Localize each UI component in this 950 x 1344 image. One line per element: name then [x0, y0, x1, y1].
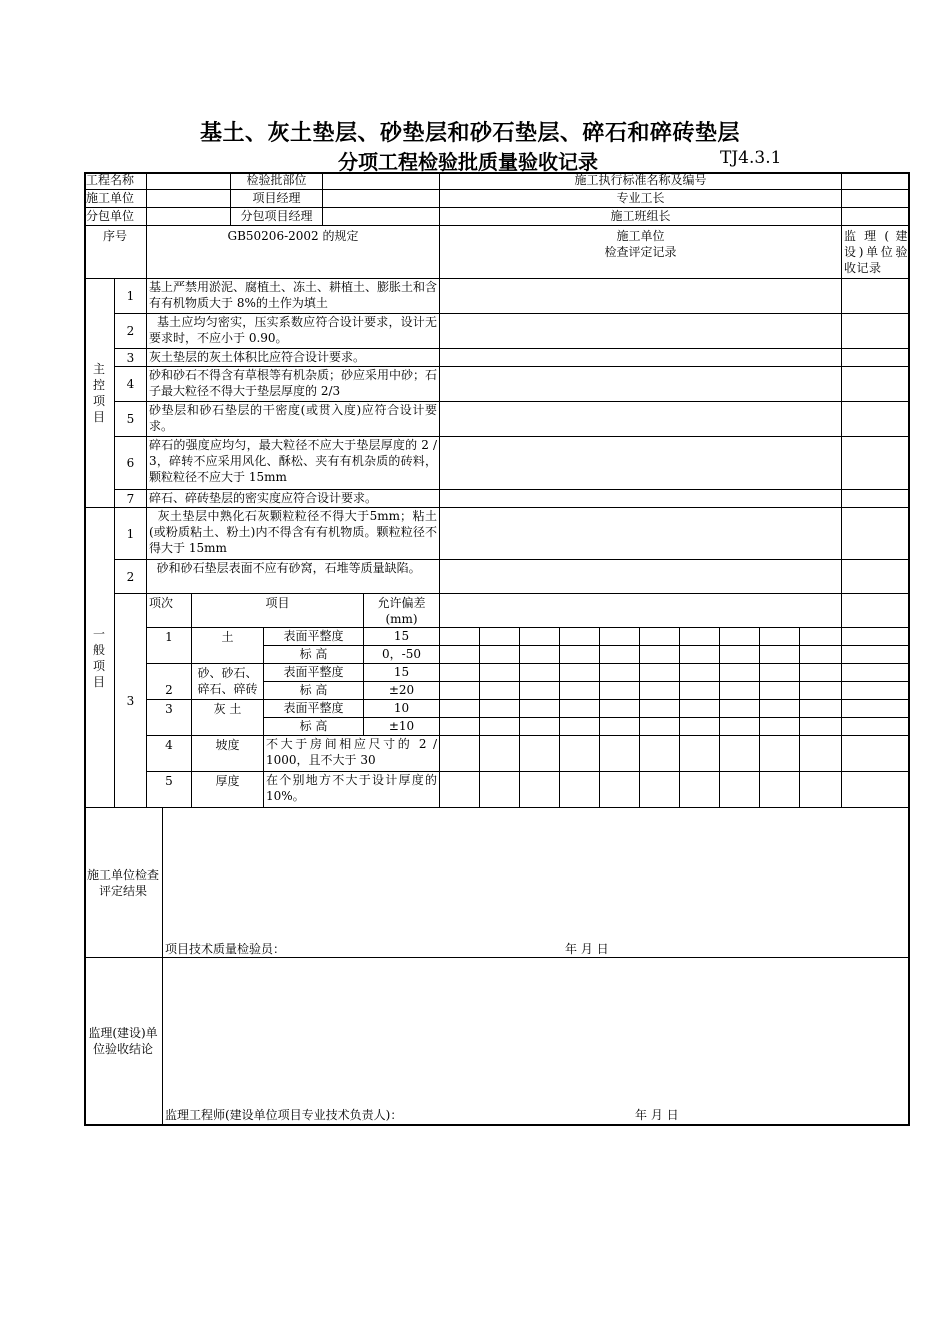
measurement-cell[interactable] [640, 718, 680, 736]
deviation-row-no: 3 [147, 700, 192, 736]
measurement-cell[interactable] [760, 628, 800, 646]
measurement-cell[interactable] [760, 646, 800, 664]
measurement-cell[interactable] [640, 664, 680, 682]
spec-header: GB50206-2002 的规定 [147, 226, 440, 279]
form-title-line2: 分项工程检验批质量验收记录 [338, 150, 598, 174]
main-item-text: 砂和砂石不得含有草根等有机杂质；砂应采用中砂；石子最大粒径不得大于垫层厚度的 2/3 [147, 367, 440, 402]
general-item-supervision-record[interactable] [842, 560, 910, 594]
measurement-cell[interactable] [520, 682, 560, 700]
measurement-cell[interactable] [760, 736, 800, 772]
measurement-cell[interactable] [680, 736, 720, 772]
measurement-cell[interactable] [720, 646, 760, 664]
deviation-row-no: 2 [147, 664, 192, 700]
conclusion-area[interactable] [163, 958, 910, 1124]
measurement-cell[interactable] [720, 772, 760, 808]
main-items-label: 主 控 项 目 [84, 279, 115, 508]
measurement-cell[interactable] [600, 736, 640, 772]
conclusion-label: 监理(建设)单位验收结论 [84, 958, 163, 1124]
inspection-form-table [84, 172, 910, 1126]
main-item-construction-record[interactable] [440, 349, 842, 367]
subcontract-unit-label: 分包单位 [84, 208, 147, 226]
measurement-cell[interactable] [640, 682, 680, 700]
measurement-cell[interactable] [842, 700, 910, 718]
main-item-text: 砂垫层和砂石垫层的干密度(或贯入度)应符合设计要求。 [147, 402, 440, 437]
construction-unit-label: 施工单位 [84, 190, 147, 208]
measurement-cell[interactable] [720, 628, 760, 646]
deviation-row-material: 砂、砂石、碎石、碎砖 [192, 664, 264, 700]
measurement-cell[interactable] [640, 628, 680, 646]
measurement-cell[interactable] [480, 646, 520, 664]
measurement-cell[interactable] [440, 736, 480, 772]
deviation-head-supervision[interactable] [842, 594, 910, 628]
deviation-subitem-name: 标 高 [264, 682, 364, 700]
measurement-cell[interactable] [600, 700, 640, 718]
measurement-cell[interactable] [842, 718, 910, 736]
main-item-text: 碎石的强度应均匀，最大粒径不应大于垫层厚度的 2 / 3，碎转不应采用风化、酥松、夹有有机杂质的砖料，颗粒粒径不应大于 15mm [147, 437, 440, 490]
measurement-cell[interactable] [640, 736, 680, 772]
measurement-cell[interactable] [520, 736, 560, 772]
deviation-head-item: 项目 [192, 594, 364, 628]
main-item-construction-record[interactable] [440, 279, 842, 314]
project-manager-value[interactable] [323, 190, 440, 208]
main-item-construction-record[interactable] [440, 402, 842, 437]
seq-header: 序号 [84, 226, 147, 279]
measurement-cell[interactable] [480, 772, 520, 808]
measurement-cell[interactable] [842, 664, 910, 682]
main-item-no: 6 [115, 437, 147, 490]
measurement-cell[interactable] [720, 718, 760, 736]
construction-unit-value[interactable] [147, 190, 231, 208]
construction-record-header: 施工单位 检查评定记录 [440, 226, 842, 279]
main-item-supervision-record[interactable] [842, 367, 910, 402]
measurement-cell[interactable] [842, 736, 910, 772]
deviation-head-no: 项次 [147, 594, 192, 628]
measurement-cell[interactable] [800, 628, 842, 646]
measurement-cell[interactable] [480, 664, 520, 682]
measurement-cell[interactable] [520, 646, 560, 664]
measurement-cell[interactable] [640, 700, 680, 718]
general-item-text: 灰土垫层中熟化石灰颗粒粒径不得大于5mm；粘土(或粉质粘土、粉土)内不得含有有机物质。颗粒粒径不得大于 15mm [147, 508, 440, 560]
deviation-subitem-name: 表面平整度 [264, 700, 364, 718]
subcontract-manager-value[interactable] [323, 208, 440, 226]
measurement-cell[interactable] [520, 700, 560, 718]
measurement-cell[interactable] [440, 682, 480, 700]
main-item-text: 基土应均匀密实，压实系数应符合设计要求，设计无要求时，不应小于 0.90。 [147, 314, 440, 349]
measurement-cell[interactable] [440, 646, 480, 664]
measurement-cell[interactable] [560, 682, 600, 700]
supervision-record-header: 监 理 ( 建 设)单位验收记录 [842, 226, 910, 279]
main-item-text: 灰土垫层的灰土体积比应符合设计要求。 [147, 349, 440, 367]
measurement-cell[interactable] [800, 700, 842, 718]
main-item-supervision-record[interactable] [842, 279, 910, 314]
main-item-supervision-record[interactable] [842, 402, 910, 437]
main-item-text: 基上严禁用淤泥、腐植土、冻土、耕植土、膨胀土和含有有机物质大于 8%的土作为填土 [147, 279, 440, 314]
measurement-cell[interactable] [480, 700, 520, 718]
measurement-cell[interactable] [600, 682, 640, 700]
measurement-cell[interactable] [842, 772, 910, 808]
deviation-subitem-tolerance: 15 [364, 664, 440, 682]
measurement-cell[interactable] [800, 664, 842, 682]
team-leader-label: 施工班组长 [440, 208, 842, 226]
measurement-cell[interactable] [760, 772, 800, 808]
standard-label: 施工执行标准名称及编号 [440, 172, 842, 190]
team-leader-value[interactable] [842, 208, 910, 226]
deviation-row-no: 1 [147, 628, 192, 664]
measurement-cell[interactable] [440, 718, 480, 736]
form-code: TJ4.3.1 [720, 148, 782, 168]
measurement-cell[interactable] [560, 646, 600, 664]
measurement-cell[interactable] [640, 772, 680, 808]
project-manager-label: 项目经理 [231, 190, 323, 208]
deviation-head-tolerance: 允许偏差 (mm) [364, 594, 440, 628]
result-label: 施工单位检查评定结果 [84, 808, 163, 958]
measurement-cell[interactable] [600, 664, 640, 682]
deviation-row-no: 5 [147, 772, 192, 808]
measurement-cell[interactable] [480, 736, 520, 772]
main-item-supervision-record[interactable] [842, 349, 910, 367]
measurement-cell[interactable] [800, 682, 842, 700]
main-item-no: 2 [115, 314, 147, 349]
measurement-cell[interactable] [440, 772, 480, 808]
measurement-cell[interactable] [720, 736, 760, 772]
measurement-cell[interactable] [560, 718, 600, 736]
deviation-subitem-name: 标 高 [264, 718, 364, 736]
deviation-row-material: 坡度 [192, 736, 264, 772]
main-item-supervision-record[interactable] [842, 314, 910, 349]
main-item-supervision-record[interactable] [842, 490, 910, 508]
deviation-row-material: 厚度 [192, 772, 264, 808]
general-item-no: 2 [115, 560, 147, 594]
measurement-cell[interactable] [560, 664, 600, 682]
measurement-cell[interactable] [760, 718, 800, 736]
measurement-cell[interactable] [760, 682, 800, 700]
inspection-part-value[interactable] [323, 172, 440, 190]
measurement-cell[interactable] [520, 772, 560, 808]
general-item-supervision-record[interactable] [842, 508, 910, 560]
deviation-row-no: 4 [147, 736, 192, 772]
deviation-row-tolerance-text: 不大于房间相应尺寸的 2 / 1000，且不大于 30 [264, 736, 440, 772]
general-item-text: 砂和砂石垫层表面不应有砂窝，石堆等质量缺陷。 [147, 560, 440, 594]
deviation-row-tolerance-text: 在个别地方不大于设计厚度的 10%。 [264, 772, 440, 808]
measurement-cell[interactable] [800, 772, 842, 808]
measurement-cell[interactable] [560, 736, 600, 772]
main-item-no: 4 [115, 367, 147, 402]
form-title-line1: 基土、灰土垫层、砂垫层和砂石垫层、碎石和碎砖垫层 [200, 120, 741, 146]
measurement-cell[interactable] [842, 628, 910, 646]
deviation-head-blank [440, 594, 842, 628]
main-item-no: 5 [115, 402, 147, 437]
measurement-cell[interactable] [440, 700, 480, 718]
measurement-cell[interactable] [680, 664, 720, 682]
deviation-subitem-tolerance: ±10 [364, 718, 440, 736]
measurement-cell[interactable] [600, 628, 640, 646]
measurement-cell[interactable] [520, 664, 560, 682]
main-item-no: 1 [115, 279, 147, 314]
measurement-cell[interactable] [560, 700, 600, 718]
general-item-no: 1 [115, 508, 147, 560]
measurement-cell[interactable] [680, 682, 720, 700]
measurement-cell[interactable] [680, 700, 720, 718]
measurement-cell[interactable] [842, 682, 910, 700]
foreman-value[interactable] [842, 190, 910, 208]
measurement-cell[interactable] [440, 664, 480, 682]
measurement-cell[interactable] [560, 772, 600, 808]
measurement-cell[interactable] [600, 772, 640, 808]
project-name-value[interactable] [147, 172, 231, 190]
general-item-construction-record[interactable] [440, 560, 842, 594]
main-item-construction-record[interactable] [440, 367, 842, 402]
project-name-label: 工程名称 [84, 172, 147, 190]
measurement-cell[interactable] [800, 718, 842, 736]
main-item-text: 碎石、碎砖垫层的密实度应符合设计要求。 [147, 490, 440, 508]
main-item-no: 3 [115, 349, 147, 367]
measurement-cell[interactable] [600, 718, 640, 736]
measurement-cell[interactable] [760, 700, 800, 718]
main-item-construction-record[interactable] [440, 490, 842, 508]
measurement-cell[interactable] [480, 718, 520, 736]
deviation-subitem-tolerance: 10 [364, 700, 440, 718]
result-signer-label: 项目技术质量检验员： [165, 942, 286, 956]
measurement-cell[interactable] [680, 628, 720, 646]
measurement-cell[interactable] [680, 718, 720, 736]
inspection-part-label: 检验批部位 [231, 172, 323, 190]
measurement-cell[interactable] [560, 628, 600, 646]
main-item-construction-record[interactable] [440, 437, 842, 490]
deviation-subitem-tolerance: ±20 [364, 682, 440, 700]
deviation-row-material: 灰 土 [192, 700, 264, 736]
measurement-cell[interactable] [800, 736, 842, 772]
standard-value[interactable] [842, 172, 910, 190]
result-date-label: 年 月 日 [565, 942, 609, 956]
deviation-subitem-name: 表面平整度 [264, 628, 364, 646]
general-item-no: 3 [115, 594, 147, 808]
subcontract-manager-label: 分包项目经理 [231, 208, 323, 226]
measurement-cell[interactable] [480, 682, 520, 700]
measurement-cell[interactable] [640, 646, 680, 664]
measurement-cell[interactable] [520, 718, 560, 736]
measurement-cell[interactable] [440, 628, 480, 646]
main-item-no: 7 [115, 490, 147, 508]
conclusion-date-label: 年 月 日 [635, 1108, 679, 1122]
measurement-cell[interactable] [800, 646, 842, 664]
deviation-subitem-tolerance: 15 [364, 628, 440, 646]
measurement-cell[interactable] [720, 664, 760, 682]
measurement-cell[interactable] [680, 772, 720, 808]
deviation-subitem-name: 表面平整度 [264, 664, 364, 682]
measurement-cell[interactable] [520, 628, 560, 646]
measurement-cell[interactable] [600, 646, 640, 664]
general-item-construction-record[interactable] [440, 508, 842, 560]
result-area[interactable] [163, 808, 910, 958]
measurement-cell[interactable] [680, 646, 720, 664]
measurement-cell[interactable] [760, 664, 800, 682]
deviation-row-material: 土 [192, 628, 264, 664]
main-item-supervision-record[interactable] [842, 437, 910, 490]
deviation-subitem-name: 标 高 [264, 646, 364, 664]
measurement-cell[interactable] [842, 646, 910, 664]
conclusion-signer-label: 监理工程师(建设单位项目专业技术负责人)： [165, 1108, 403, 1122]
foreman-label: 专业工长 [440, 190, 842, 208]
measurement-cell[interactable] [720, 682, 760, 700]
measurement-cell[interactable] [720, 700, 760, 718]
deviation-subitem-tolerance: 0，-50 [364, 646, 440, 664]
measurement-cell[interactable] [480, 628, 520, 646]
main-item-construction-record[interactable] [440, 314, 842, 349]
subcontract-unit-value[interactable] [147, 208, 231, 226]
general-items-label: 一 般 项 目 [84, 508, 115, 808]
